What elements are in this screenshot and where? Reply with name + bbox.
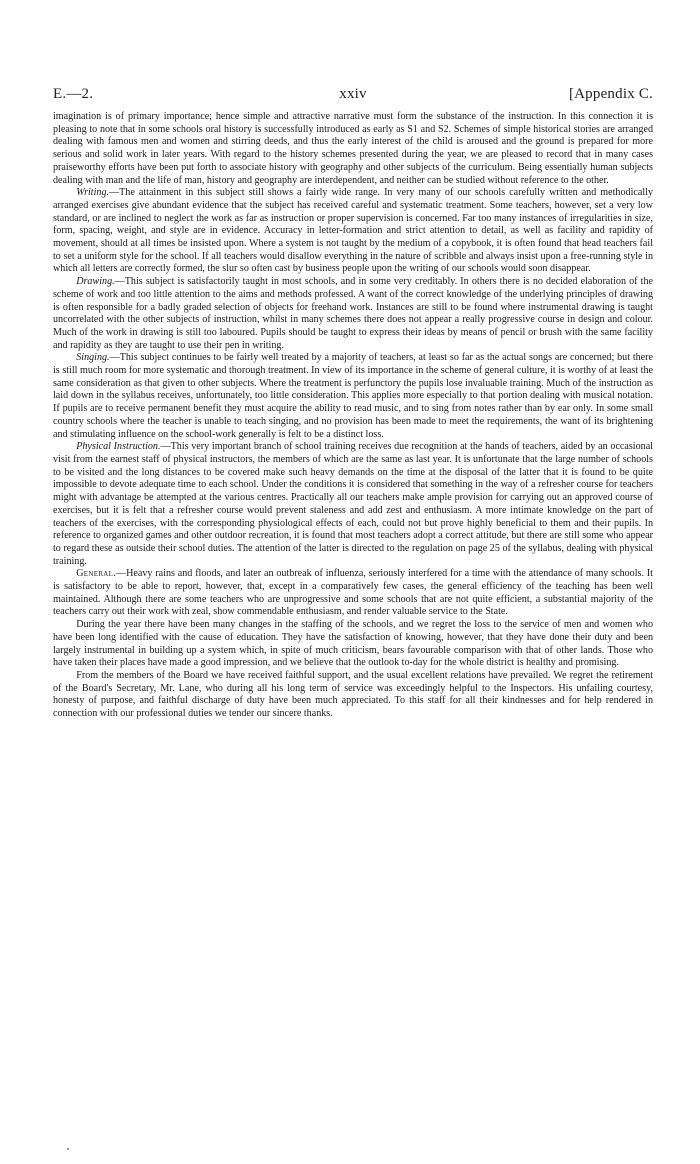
paragraph-staffing <box>53 619 653 670</box>
paragraph-text: —This subject continues to be fairly well treated by a majority of teachers, at least so far as the actual songs are concerned; but there is still much room for more systematic and thorough treatment. In view of its importance in the scheme of general culture, it is worthy of at least the same consideration as that given to other subjects. Where the treatment is perfunctory the pupils lose invaluable training. Much of the instruction as laid down in the syllabus receives, unfortunately, too little consideration. This applies more especially to that portion dealing with musical notation. If pupils are to receive permanent benefit they must acquire the ability to read music, and to sing from notes rather than by ear only. In some small country schools where the teacher is unable to teach singing, and no provision has been made to meet the requirements, the want of its brightening and stimulating influence on the school-work generally is felt to be a distinct loss. <box>53 352 653 440</box>
document-page <box>53 86 653 721</box>
appendix-label: [Appendix C. <box>568 86 653 102</box>
page-number: xxiv <box>339 86 367 102</box>
paragraph-history-continued <box>53 111 653 187</box>
section-heading-general: General. <box>76 568 117 580</box>
paragraph-text: —The attainment in this subject still shows a fairly wide range. In very many of our schools carefully written and methodically arranged exercises give abundant evidence that the subject has received careful and systematic treatment. Some teachers, however, set a very low standard, or are inclined to neglect the work as far as instruction or proper supervision is concerned. Far too many instances of irregularities in size, form, spacing, weight, and style are in evidence. Accuracy in letter-formation and strict attention to detail, as well as facility and rapidity of movement, should at all times be insisted upon. Where a system is not taught by the medium of a copybook, it is often found that head teachers fail to set a uniform style for the school. If all teachers would disallow everything in the nature of scribble and always insist upon a free-running style in which all letters are correctly formed, the slur so often cast by business people upon the writing of our schools would soon disappear. <box>53 187 653 275</box>
paragraph-text: —This subject is satisfactorily taught in most schools, and in some very creditably. In others there is no decided elaboration of the scheme of work and too little attention to the aims and methods professed. A want of the correct knowledge of the underlying principles of drawing is often responsible for a badly graded selection of objects for freehand work. Instances are still to be found where instrumental drawing is taught uncorrelated with the other subjects of instruction, whilst in many schemes there does not appear a really progressive course in design and colour. Much of the work in drawing is still too laboured. Pupils should be taught to express their ideas by means of pencil or brush with the same facility and rapidity as they are taught to use their pen in writing. <box>53 276 653 351</box>
section-heading-physical-instruction: Physical Instruction. <box>76 441 161 453</box>
section-heading-drawing: Drawing. <box>76 276 115 288</box>
section-heading-singing: Singing. <box>76 352 110 364</box>
running-head <box>53 86 653 103</box>
paragraph-text: From the members of the Board we have received faithful support, and the usual excellent relations have prevailed. We regret the retirement of the Board's Secretary, Mr. Lane, who during all his long term of service was exceedingly helpful to the Inspectors. His unfailing courtesy, honesty of purpose, and faithful discharge of duty have been much appreciated. To this staff for all their kindnesses and for help rendered in connection with our professional duties we tender our sincere thanks. <box>53 669 653 720</box>
report-body <box>53 111 653 721</box>
paragraph-writing <box>53 187 653 276</box>
paragraph-text: —Heavy rains and floods, and later an outbreak of influenza, seriously interfered for a time with the attendance of many schools. It is satisfactory to be able to report, however, that, except in a comparatively few cases, the general efficiency of the teaching has been well maintained. Although there are some teachers who are unprogressive and some schools that are not quite efficient, a substantial majority of the teachers carry out their work with zeal, show commendable enthusiasm, and render valuable service to the State. <box>53 568 653 618</box>
paragraph-acknowledgements <box>53 670 653 721</box>
paragraph-text: —This very important branch of school training receives due recognition at the hands of teachers, aided by an occasional visit from the earnest staff of physical instructors, the members of which are the same as last year. It is unfortunate that the large number of schools to be visited and the long distances to be covered make such heavy demands on the time at the disposal of the latter that it is found to be quite impossible to devote adequate time to each school. Under the conditions it is considered that something in the way of a refresher course for teachers might with advantage be attempted at the various centres. Practically all our teachers make ample provision for carrying out an approved course of exercises, but it is felt that a refresher course would prevent staleness and add zest and enthusiasm. A more intimate knowledge on the part of teachers of the exercises, with the corresponding physiological effects of each, could not but prove highly beneficial to them and their pupils. In reference to organized games and other outdoor recreation, it is found that most teachers adopt a correct attitude, but there are still some who appear to regard these as outside their school duties. The attention of the latter is directed to the regulation on page 25 of the syllabus, dealing with physical training. <box>53 441 653 567</box>
paragraph-text: During the year there have been many changes in the staffing of the schools, and we regret the loss to the service of men and women who have been long identified with the cause of education. They have the satisfaction of knowing, however, that they have done their duty and been largely instrumental in building up a system which, in spite of much criticism, bears favourable comparison with that of other lands. Those who have taken their places have made a good impression, and we believe that the outlook to-day for the whole district is healthy and promising. <box>53 619 653 669</box>
paragraph-drawing <box>53 276 653 352</box>
scan-speck <box>67 1148 69 1150</box>
paragraph-general <box>53 568 653 619</box>
section-heading-writing: Writing. <box>76 187 110 199</box>
paragraph-physical-instruction <box>53 441 653 568</box>
paragraph-singing <box>53 352 653 441</box>
document-reference: E.—2. <box>53 86 94 102</box>
paragraph-text: imagination is of primary importance; hence simple and attractive narrative must form the substance of the instruction. In this connection it is pleasing to note that in some schools oral history is successfully introduced as early as S1 and S2. Schemes of simple historical stories are arranged dealing with famous men and women and stirring deeds, and thus the early interest of the child is aroused and the ground is prepared for more serious and solid work in later years. With regard to the history schemes presented during the year, we are pleased to record that in many cases praiseworthy efforts have been put forth to associate history with geography and other subjects of the curriculum. Being essentially human subjects dealing with man and the life of man, history and geography are interdependent, and neither can be studied without reference to the other. <box>53 111 653 186</box>
